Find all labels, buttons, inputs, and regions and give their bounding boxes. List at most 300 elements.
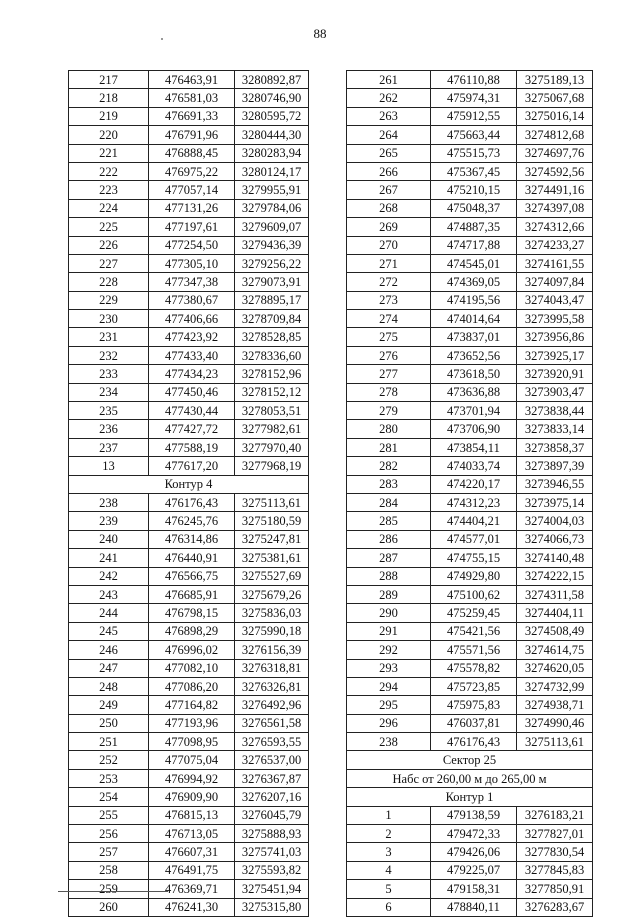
scan-speck <box>161 38 163 40</box>
table-row <box>69 420 309 438</box>
section-header: Контур 4 <box>69 475 309 493</box>
coordinate-x: 474014,64 <box>431 310 517 328</box>
coordinate-y: 3276183,21 <box>517 806 593 824</box>
point-number: 223 <box>69 181 149 199</box>
coordinate-x: 476815,13 <box>149 806 235 824</box>
table-row <box>347 273 593 291</box>
coordinate-x: 476463,91 <box>149 71 235 89</box>
coordinate-y: 3275113,61 <box>517 733 593 751</box>
coordinate-x: 476314,86 <box>149 530 235 548</box>
table-row <box>69 402 309 420</box>
coordinate-x: 476581,03 <box>149 89 235 107</box>
point-number: 261 <box>347 71 431 89</box>
table-row <box>69 880 309 898</box>
coordinate-y: 3273838,44 <box>517 402 593 420</box>
coordinate-x: 475912,55 <box>431 107 517 125</box>
section-header: Сектор 25 <box>347 751 593 769</box>
coordinate-x: 478840,11 <box>431 898 517 916</box>
coordinate-x: 477427,72 <box>149 420 235 438</box>
table-row <box>347 71 593 89</box>
table-row <box>347 107 593 125</box>
table-row <box>69 769 309 787</box>
table-row <box>69 512 309 530</box>
point-number: 274 <box>347 310 431 328</box>
table-row <box>69 806 309 824</box>
point-number: 281 <box>347 438 431 456</box>
table-row <box>347 714 593 732</box>
point-number: 262 <box>347 89 431 107</box>
coordinate-x: 477098,95 <box>149 733 235 751</box>
coordinate-x: 479225,07 <box>431 861 517 879</box>
table-row <box>347 475 593 493</box>
coordinate-y: 3273995,58 <box>517 310 593 328</box>
coordinate-y: 3277827,01 <box>517 825 593 843</box>
coordinate-y: 3278152,12 <box>235 383 309 401</box>
coordinate-x: 477406,66 <box>149 310 235 328</box>
table-row <box>69 218 309 236</box>
point-number: 243 <box>69 585 149 603</box>
table-row <box>347 641 593 659</box>
table-row <box>347 310 593 328</box>
coordinate-y: 3274620,05 <box>517 659 593 677</box>
coordinate-x: 474220,17 <box>431 475 517 493</box>
table-row <box>347 346 593 364</box>
table-row <box>69 493 309 511</box>
left-coordinate-table <box>68 70 309 917</box>
coordinate-x: 477434,23 <box>149 365 235 383</box>
table-row <box>69 898 309 916</box>
coordinate-y: 3275527,69 <box>235 567 309 585</box>
coordinate-y: 3279073,91 <box>235 273 309 291</box>
coordinate-x: 476566,75 <box>149 567 235 585</box>
coordinate-x: 477430,44 <box>149 402 235 420</box>
point-number: 284 <box>347 493 431 511</box>
coordinate-y: 3274990,46 <box>517 714 593 732</box>
point-number: 256 <box>69 825 149 843</box>
table-row <box>347 696 593 714</box>
coordinate-x: 475100,62 <box>431 585 517 603</box>
coordinate-y: 3274812,68 <box>517 126 593 144</box>
table-row <box>69 788 309 806</box>
table-row <box>347 806 593 824</box>
coordinate-y: 3276537,00 <box>235 751 309 769</box>
coordinate-x: 474404,21 <box>431 512 517 530</box>
coordinate-x: 477082,10 <box>149 659 235 677</box>
table-row <box>347 549 593 567</box>
point-number: 275 <box>347 328 431 346</box>
coordinate-y: 3280595,72 <box>235 107 309 125</box>
table-row <box>347 843 593 861</box>
coordinate-y: 3277970,40 <box>235 438 309 456</box>
point-number: 263 <box>347 107 431 125</box>
table-row <box>69 71 309 89</box>
coordinate-y: 3273956,86 <box>517 328 593 346</box>
coordinate-y: 3279256,22 <box>235 254 309 272</box>
point-number: 241 <box>69 549 149 567</box>
coordinate-y: 3274938,71 <box>517 696 593 714</box>
point-number: 242 <box>69 567 149 585</box>
point-number: 222 <box>69 162 149 180</box>
point-number: 232 <box>69 346 149 364</box>
coordinate-x: 477423,92 <box>149 328 235 346</box>
section-header-row <box>347 788 593 806</box>
coordinate-x: 475259,45 <box>431 604 517 622</box>
coordinate-y: 3274491,16 <box>517 181 593 199</box>
point-number: 224 <box>69 199 149 217</box>
table-row <box>347 89 593 107</box>
coordinate-x: 479426,06 <box>431 843 517 861</box>
table-row <box>69 181 309 199</box>
point-number: 218 <box>69 89 149 107</box>
point-number: 269 <box>347 218 431 236</box>
table-row <box>69 604 309 622</box>
table-row <box>69 567 309 585</box>
coordinate-y: 3275247,81 <box>235 530 309 548</box>
table-row <box>347 604 593 622</box>
table-row <box>347 236 593 254</box>
coordinate-x: 477347,38 <box>149 273 235 291</box>
coordinate-x: 474312,23 <box>431 493 517 511</box>
table-row <box>69 328 309 346</box>
point-number: 278 <box>347 383 431 401</box>
coordinate-y: 3273975,14 <box>517 493 593 511</box>
coordinate-y: 3280444,30 <box>235 126 309 144</box>
coordinate-y: 3276318,81 <box>235 659 309 677</box>
point-number: 231 <box>69 328 149 346</box>
coordinate-x: 476996,02 <box>149 641 235 659</box>
coordinate-x: 476713,05 <box>149 825 235 843</box>
table-row <box>347 402 593 420</box>
coordinate-y: 3277830,54 <box>517 843 593 861</box>
coordinate-y: 3277850,91 <box>517 880 593 898</box>
coordinate-x: 475975,83 <box>431 696 517 714</box>
footnote-rule <box>58 891 168 892</box>
section-header: Набс от 260,00 м до 265,00 м <box>347 769 593 787</box>
point-number: 217 <box>69 71 149 89</box>
coordinate-y: 3275067,68 <box>517 89 593 107</box>
point-number: 235 <box>69 402 149 420</box>
coordinate-x: 476176,43 <box>431 733 517 751</box>
point-number: 255 <box>69 806 149 824</box>
point-number: 248 <box>69 677 149 695</box>
table-row <box>347 493 593 511</box>
table-row <box>347 861 593 879</box>
point-number: 293 <box>347 659 431 677</box>
table-row <box>69 254 309 272</box>
coordinate-y: 3276367,87 <box>235 769 309 787</box>
point-number: 229 <box>69 291 149 309</box>
point-number: 228 <box>69 273 149 291</box>
coordinate-x: 474717,88 <box>431 236 517 254</box>
coordinate-x: 476491,75 <box>149 861 235 879</box>
table-row <box>347 585 593 603</box>
coordinate-y: 3276326,81 <box>235 677 309 695</box>
coordinate-x: 476691,33 <box>149 107 235 125</box>
point-number: 272 <box>347 273 431 291</box>
coordinate-x: 477305,10 <box>149 254 235 272</box>
coordinate-y: 3279609,07 <box>235 218 309 236</box>
coordinate-y: 3274066,73 <box>517 530 593 548</box>
coordinate-x: 476607,31 <box>149 843 235 861</box>
coordinate-x: 479472,33 <box>431 825 517 843</box>
coordinate-x: 474755,15 <box>431 549 517 567</box>
coordinate-x: 476241,30 <box>149 898 235 916</box>
table-row <box>69 861 309 879</box>
coordinate-y: 3275113,61 <box>235 493 309 511</box>
table-row <box>69 585 309 603</box>
table-row <box>347 365 593 383</box>
point-number: 258 <box>69 861 149 879</box>
table-row <box>69 199 309 217</box>
coordinate-x: 479158,31 <box>431 880 517 898</box>
point-number: 220 <box>69 126 149 144</box>
coordinate-y: 3275593,82 <box>235 861 309 879</box>
coordinate-x: 473837,01 <box>431 328 517 346</box>
coordinate-x: 475367,45 <box>431 162 517 180</box>
coordinate-y: 3275741,03 <box>235 843 309 861</box>
point-number: 247 <box>69 659 149 677</box>
coordinate-y: 3276045,79 <box>235 806 309 824</box>
coordinate-y: 3274508,49 <box>517 622 593 640</box>
table-row <box>69 549 309 567</box>
table-row <box>69 641 309 659</box>
coordinate-x: 474887,35 <box>431 218 517 236</box>
coordinate-y: 3274404,11 <box>517 604 593 622</box>
table-row <box>347 659 593 677</box>
coordinate-y: 3274161,55 <box>517 254 593 272</box>
table-row <box>69 457 309 475</box>
point-number: 265 <box>347 144 431 162</box>
point-number: 277 <box>347 365 431 383</box>
coordinate-x: 477433,40 <box>149 346 235 364</box>
coordinate-x: 477450,46 <box>149 383 235 401</box>
point-number: 294 <box>347 677 431 695</box>
table-row <box>69 825 309 843</box>
coordinate-x: 473706,90 <box>431 420 517 438</box>
point-number: 279 <box>347 402 431 420</box>
point-number: 286 <box>347 530 431 548</box>
coordinate-x: 476176,43 <box>149 493 235 511</box>
table-row <box>347 199 593 217</box>
coordinate-x: 477193,96 <box>149 714 235 732</box>
table-row <box>69 346 309 364</box>
section-header-row <box>347 769 593 787</box>
table-row <box>347 677 593 695</box>
coordinate-x: 477164,82 <box>149 696 235 714</box>
table-row <box>347 328 593 346</box>
point-number: 1 <box>347 806 431 824</box>
coordinate-y: 3279436,39 <box>235 236 309 254</box>
coordinate-y: 3274004,03 <box>517 512 593 530</box>
point-number: 227 <box>69 254 149 272</box>
coordinate-x: 474195,56 <box>431 291 517 309</box>
coordinate-y: 3275990,18 <box>235 622 309 640</box>
point-number: 290 <box>347 604 431 622</box>
point-number: 288 <box>347 567 431 585</box>
table-row <box>347 898 593 916</box>
coordinate-x: 479138,59 <box>431 806 517 824</box>
point-number: 244 <box>69 604 149 622</box>
coordinate-x: 474033,74 <box>431 457 517 475</box>
coordinate-y: 3278709,84 <box>235 310 309 328</box>
table-row <box>69 696 309 714</box>
coordinate-y: 3280746,90 <box>235 89 309 107</box>
coordinate-y: 3275381,61 <box>235 549 309 567</box>
coordinate-y: 3278895,17 <box>235 291 309 309</box>
coordinate-x: 477075,04 <box>149 751 235 769</box>
table-row <box>347 126 593 144</box>
coordinate-x: 476037,81 <box>431 714 517 732</box>
coordinate-x: 476440,91 <box>149 549 235 567</box>
coordinate-y: 3275180,59 <box>235 512 309 530</box>
point-number: 236 <box>69 420 149 438</box>
coordinate-y: 3279784,06 <box>235 199 309 217</box>
table-row <box>347 457 593 475</box>
coordinate-y: 3273925,17 <box>517 346 593 364</box>
coordinate-x: 473636,88 <box>431 383 517 401</box>
table-row <box>69 107 309 125</box>
point-number: 276 <box>347 346 431 364</box>
coordinate-x: 477617,20 <box>149 457 235 475</box>
coordinate-x: 474929,80 <box>431 567 517 585</box>
coordinate-x: 475048,37 <box>431 199 517 217</box>
coordinate-x: 473854,11 <box>431 438 517 456</box>
point-number: 225 <box>69 218 149 236</box>
coordinate-y: 3275679,26 <box>235 585 309 603</box>
point-number: 234 <box>69 383 149 401</box>
point-number: 267 <box>347 181 431 199</box>
coordinate-x: 473652,56 <box>431 346 517 364</box>
table-row <box>347 622 593 640</box>
table-row <box>69 310 309 328</box>
coordinate-y: 3274233,27 <box>517 236 593 254</box>
table-row <box>69 365 309 383</box>
coordinate-x: 475723,85 <box>431 677 517 695</box>
section-header: Контур 1 <box>347 788 593 806</box>
coordinate-y: 3274732,99 <box>517 677 593 695</box>
coordinate-y: 3273903,47 <box>517 383 593 401</box>
coordinate-x: 476110,88 <box>431 71 517 89</box>
table-row <box>69 659 309 677</box>
point-number: 237 <box>69 438 149 456</box>
point-number: 282 <box>347 457 431 475</box>
table-row <box>347 880 593 898</box>
coordinate-x: 477197,61 <box>149 218 235 236</box>
coordinate-x: 477086,20 <box>149 677 235 695</box>
point-number: 2 <box>347 825 431 843</box>
table-row <box>347 438 593 456</box>
table-row <box>69 273 309 291</box>
point-number: 289 <box>347 585 431 603</box>
point-number: 283 <box>347 475 431 493</box>
coordinate-x: 477588,19 <box>149 438 235 456</box>
coordinate-x: 475974,31 <box>431 89 517 107</box>
coordinate-y: 3274311,58 <box>517 585 593 603</box>
point-number: 245 <box>69 622 149 640</box>
table-row <box>347 181 593 199</box>
coordinate-y: 3278152,96 <box>235 365 309 383</box>
coordinate-y: 3276283,67 <box>517 898 593 916</box>
table-row <box>347 218 593 236</box>
table-row <box>69 438 309 456</box>
table-row <box>347 254 593 272</box>
coordinate-x: 473618,50 <box>431 365 517 383</box>
table-row <box>69 89 309 107</box>
point-number: 251 <box>69 733 149 751</box>
point-number: 238 <box>69 493 149 511</box>
coordinate-y: 3274397,08 <box>517 199 593 217</box>
coordinate-y: 3273920,91 <box>517 365 593 383</box>
point-number: 239 <box>69 512 149 530</box>
coordinate-x: 476791,96 <box>149 126 235 144</box>
coordinate-y: 3274097,84 <box>517 273 593 291</box>
table-row <box>69 622 309 640</box>
point-number: 4 <box>347 861 431 879</box>
table-row <box>347 144 593 162</box>
coordinate-x: 475210,15 <box>431 181 517 199</box>
coordinate-x: 476888,45 <box>149 144 235 162</box>
coordinate-y: 3275016,14 <box>517 107 593 125</box>
coordinate-y: 3274140,48 <box>517 549 593 567</box>
coordinate-x: 476798,15 <box>149 604 235 622</box>
coordinate-y: 3275888,93 <box>235 825 309 843</box>
coordinate-x: 477131,26 <box>149 199 235 217</box>
coordinate-y: 3276593,55 <box>235 733 309 751</box>
coordinate-y: 3274312,66 <box>517 218 593 236</box>
coordinate-x: 475578,82 <box>431 659 517 677</box>
coordinate-x: 476994,92 <box>149 769 235 787</box>
point-number: 295 <box>347 696 431 714</box>
right-coordinate-table <box>346 70 593 917</box>
point-number: 266 <box>347 162 431 180</box>
point-number: 240 <box>69 530 149 548</box>
coordinate-y: 3274592,56 <box>517 162 593 180</box>
page-number: 88 <box>313 26 327 41</box>
table-row <box>69 530 309 548</box>
point-number: 260 <box>69 898 149 916</box>
coordinate-y: 3276561,58 <box>235 714 309 732</box>
point-number: 221 <box>69 144 149 162</box>
coordinate-x: 475663,44 <box>431 126 517 144</box>
coordinate-y: 3274043,47 <box>517 291 593 309</box>
point-number: 292 <box>347 641 431 659</box>
coordinate-y: 3276492,96 <box>235 696 309 714</box>
table-row <box>347 512 593 530</box>
coordinate-y: 3276207,16 <box>235 788 309 806</box>
point-number: 230 <box>69 310 149 328</box>
coordinate-y: 3275836,03 <box>235 604 309 622</box>
point-number: 6 <box>347 898 431 916</box>
coordinate-x: 476909,90 <box>149 788 235 806</box>
coordinate-y: 3275315,80 <box>235 898 309 916</box>
point-number: 259 <box>69 880 149 898</box>
coordinate-y: 3275451,94 <box>235 880 309 898</box>
table-row <box>69 383 309 401</box>
point-number: 226 <box>69 236 149 254</box>
point-number: 296 <box>347 714 431 732</box>
coordinate-y: 3278053,51 <box>235 402 309 420</box>
table-row <box>347 162 593 180</box>
point-number: 270 <box>347 236 431 254</box>
table-row <box>347 733 593 751</box>
coordinate-x: 477057,14 <box>149 181 235 199</box>
table-row <box>69 162 309 180</box>
coordinate-x: 476898,29 <box>149 622 235 640</box>
point-number: 273 <box>347 291 431 309</box>
point-number: 285 <box>347 512 431 530</box>
point-number: 13 <box>69 457 149 475</box>
point-number: 291 <box>347 622 431 640</box>
